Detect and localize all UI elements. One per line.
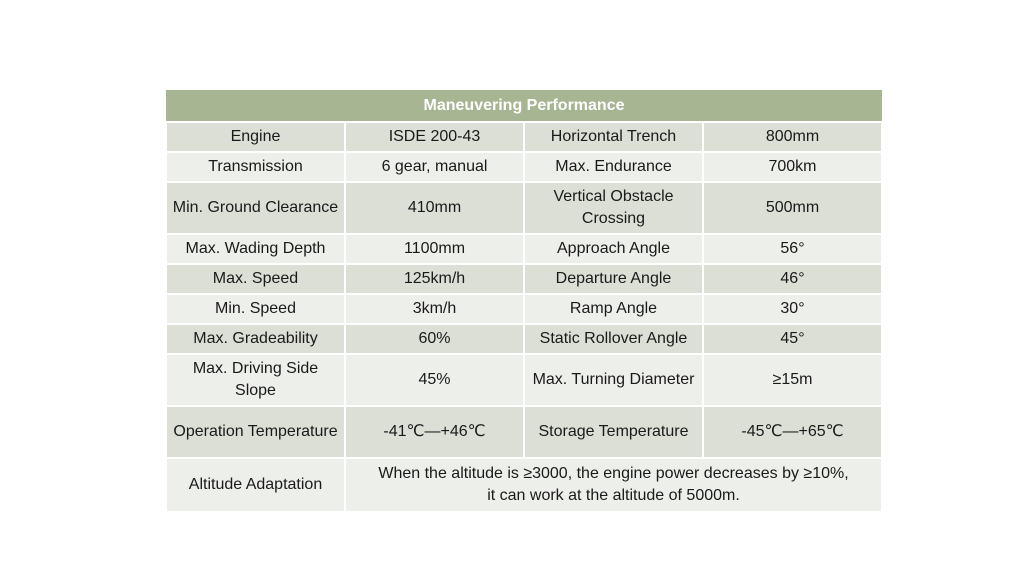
- spec-label: Min. Ground Clearance: [166, 182, 345, 234]
- spec-label: Max. Wading Depth: [166, 234, 345, 264]
- spec-label: Max. Endurance: [524, 152, 703, 182]
- altitude-value-line-2: it can work at the altitude of 5000m.: [487, 487, 740, 504]
- spec-label: Max. Driving Side Slope: [166, 354, 345, 406]
- table-header-row: [166, 90, 882, 122]
- spec-label: Engine: [166, 122, 345, 152]
- spec-value: 56°: [703, 234, 882, 264]
- spec-value: 60%: [345, 324, 524, 354]
- spec-value: 700km: [703, 152, 882, 182]
- spec-label: Max. Gradeability: [166, 324, 345, 354]
- table-row: [166, 294, 882, 324]
- table-row: [166, 122, 882, 152]
- spec-label: Min. Speed: [166, 294, 345, 324]
- spec-value: 46°: [703, 264, 882, 294]
- spec-label: Operation Temperature: [166, 406, 345, 458]
- spec-value: 3km/h: [345, 294, 524, 324]
- table-row: [166, 354, 882, 406]
- spec-label: Max. Speed: [166, 264, 345, 294]
- table-row: [166, 458, 882, 512]
- altitude-value-line-1: When the altitude is ≥3000, the engine power decreases by ≥10%,: [378, 465, 849, 482]
- spec-label: Approach Angle: [524, 234, 703, 264]
- spec-value: 125km/h: [345, 264, 524, 294]
- spec-value: 30°: [703, 294, 882, 324]
- spec-value: 6 gear, manual: [345, 152, 524, 182]
- spec-value: 45%: [345, 354, 524, 406]
- spec-value: ISDE 200-43: [345, 122, 524, 152]
- spec-value: ≥15m: [703, 354, 882, 406]
- spec-label: Static Rollover Angle: [524, 324, 703, 354]
- table-row: [166, 234, 882, 264]
- maneuvering-performance-table: [165, 90, 883, 513]
- table-row: [166, 406, 882, 458]
- spec-label: Transmission: [166, 152, 345, 182]
- spec-label: Vertical Obstacle Crossing: [524, 182, 703, 234]
- spec-label: Storage Temperature: [524, 406, 703, 458]
- spec-label: Departure Angle: [524, 264, 703, 294]
- spec-value: -45℃—+65℃: [703, 406, 882, 458]
- spec-value: 410mm: [345, 182, 524, 234]
- spec-value: -41℃—+46℃: [345, 406, 524, 458]
- spec-label: Max. Turning Diameter: [524, 354, 703, 406]
- table-row: [166, 324, 882, 354]
- table-row: [166, 152, 882, 182]
- spec-value: 1100mm: [345, 234, 524, 264]
- table-row: [166, 264, 882, 294]
- spec-value: 45°: [703, 324, 882, 354]
- table-title: Maneuvering Performance: [166, 90, 882, 122]
- spec-label: Ramp Angle: [524, 294, 703, 324]
- spec-value: 500mm: [703, 182, 882, 234]
- spec-label: Altitude Adaptation: [166, 458, 345, 512]
- table-row: [166, 182, 882, 234]
- altitude-adaptation-value: [345, 458, 882, 512]
- spec-label: Horizontal Trench: [524, 122, 703, 152]
- spec-value: 800mm: [703, 122, 882, 152]
